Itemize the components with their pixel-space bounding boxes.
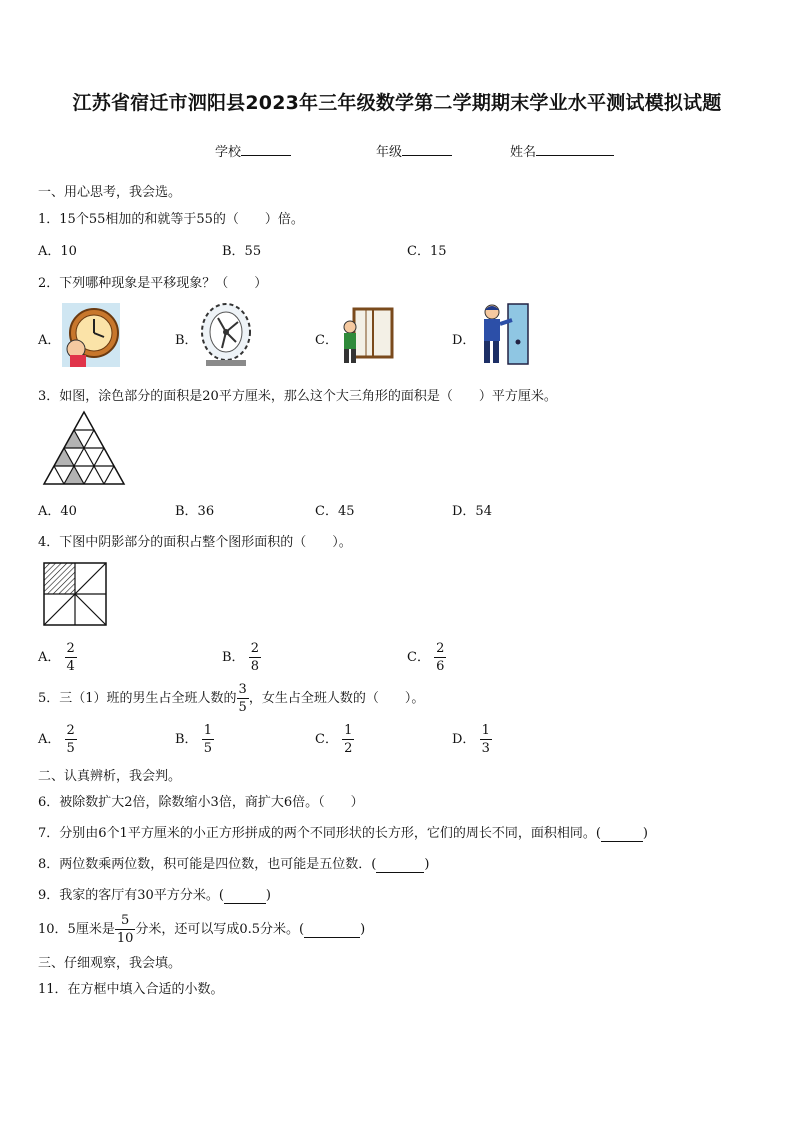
q5-fraction: [237, 683, 249, 714]
section-3-heading: 三、仔细观察，我会填。: [38, 956, 182, 971]
q3-option-b[interactable]: B．36: [175, 504, 215, 519]
q9-answer-blank[interactable]: [224, 888, 266, 904]
q1-option-c[interactable]: C．15: [407, 244, 447, 259]
question-9: [38, 884, 271, 904]
denominator: 5: [66, 741, 75, 756]
q5-option-a[interactable]: [38, 724, 77, 755]
question-10: [38, 914, 365, 945]
name-label: 姓名: [510, 145, 537, 160]
denominator: 5: [238, 700, 247, 715]
section-1-heading: 一、用心思考，我会选。: [38, 185, 182, 200]
q1-option-a[interactable]: A．10: [38, 244, 77, 259]
q3-option-d[interactable]: D．54: [452, 504, 492, 519]
q3-option-c[interactable]: C．45: [315, 504, 355, 519]
q3-option-a[interactable]: A．40: [38, 504, 77, 519]
q4-option-c[interactable]: [407, 642, 446, 673]
denominator: 6: [436, 659, 445, 674]
question-7: [38, 822, 648, 842]
q9-text: 9．我家的客厅有30平方分米。(: [38, 888, 224, 903]
question-8: [38, 853, 429, 873]
q5-option-d[interactable]: [452, 724, 492, 755]
q4-c-fraction: [434, 642, 446, 673]
q2-option-c[interactable]: C．: [315, 333, 338, 348]
numerator: 1: [344, 723, 353, 738]
numerator: 2: [250, 641, 259, 656]
q10-text-pre: 10．5厘米是: [38, 922, 115, 937]
q8-answer-blank[interactable]: [376, 857, 424, 873]
q7-answer-blank[interactable]: [601, 826, 643, 842]
q10-answer-blank[interactable]: [304, 922, 360, 938]
q5-option-b-label: B．: [175, 732, 198, 747]
q2-option-b[interactable]: B．: [175, 333, 198, 348]
section-2-heading: 二、认真辨析，我会判。: [38, 769, 182, 784]
q5-c-fraction: [342, 724, 354, 755]
square-figure: [44, 563, 106, 625]
q10-fraction: [115, 914, 136, 945]
question-11: 11．在方框中填入合适的小数。: [38, 982, 224, 997]
numerator: 2: [66, 723, 75, 738]
question-3: 3．如图，涂色部分的面积是20平方厘米，那么这个大三角形的面积是（ ）平方厘米。: [38, 389, 557, 404]
question-2: 2．下列哪种现象是平移现象？（ ）: [38, 276, 268, 291]
q5-option-c[interactable]: [315, 724, 354, 755]
denominator: 3: [481, 741, 490, 756]
q5-text-pre: 5．三（1）班的男生占全班人数的: [38, 691, 237, 706]
denominator: 8: [250, 659, 259, 674]
grade-label: 年级: [376, 145, 403, 160]
denominator: 4: [66, 659, 75, 674]
q5-option-c-label: C．: [315, 732, 338, 747]
name-field: [510, 141, 614, 160]
grade-blank[interactable]: [402, 143, 452, 156]
window-icon: [338, 305, 394, 365]
q7-text: 7．分别由6个1平方厘米的小正方形拼成的两个不同形状的长方形，它们的周长不同，面积相同。(: [38, 826, 601, 841]
school-field: [215, 141, 291, 160]
q10-paren-close: ): [360, 922, 366, 937]
q5-b-fraction: [202, 724, 214, 755]
q9-paren-close: ): [265, 888, 271, 903]
question-5: [38, 683, 424, 714]
numerator: 1: [481, 723, 490, 738]
denominator: 10: [116, 931, 134, 946]
q4-option-a[interactable]: [38, 642, 77, 673]
numerator: 5: [120, 913, 130, 928]
school-label: 学校: [215, 145, 242, 160]
q5-text-post: ，女生占全班人数的（ ）。: [248, 691, 425, 706]
q4-a-fraction: [65, 642, 77, 673]
q10-text-post: 分米，还可以写成0.5分米。(: [135, 922, 305, 937]
q5-d-fraction: [480, 724, 492, 755]
question-6: 6．被除数扩大2倍，除数缩小3倍，商扩大6倍。（ ）: [38, 795, 364, 810]
denominator: 5: [203, 741, 212, 756]
clock-icon: [62, 303, 120, 367]
q7-paren-close: ): [642, 826, 648, 841]
q5-a-fraction: [65, 724, 77, 755]
question-1: 1．15个55相加的和就等于55的（ ）倍。: [38, 212, 304, 227]
q8-text: 8．两位数乘两位数，积可能是四位数，也可能是五位数．(: [38, 857, 377, 872]
fan-icon: [198, 298, 254, 370]
triangle-figure: [44, 412, 124, 484]
numerator: 2: [436, 641, 445, 656]
school-blank[interactable]: [241, 143, 291, 156]
q4-option-c-label: C．: [407, 650, 430, 665]
page-title: 江苏省宿迁市泗阳县2023年三年级数学第二学期期末学业水平测试模拟试题: [72, 92, 722, 114]
numerator: 3: [238, 682, 247, 697]
question-4: 4．下图中阴影部分的面积占整个图形面积的（ ）。: [38, 535, 352, 550]
numerator: 1: [203, 723, 212, 738]
name-blank[interactable]: [536, 143, 614, 156]
q4-b-fraction: [249, 642, 261, 673]
q2-option-a[interactable]: A．: [38, 333, 61, 348]
q5-option-b[interactable]: [175, 724, 214, 755]
q4-option-b[interactable]: [222, 642, 261, 673]
q5-option-a-label: A．: [38, 732, 61, 747]
grade-field: [376, 141, 452, 160]
numerator: 2: [66, 641, 75, 656]
q4-option-a-label: A．: [38, 650, 61, 665]
denominator: 2: [344, 741, 353, 756]
q1-option-b[interactable]: B．55: [222, 244, 262, 259]
q8-paren-close: ): [424, 857, 430, 872]
door-icon: [478, 302, 530, 368]
q2-option-d[interactable]: D．: [452, 333, 476, 348]
q4-option-b-label: B．: [222, 650, 245, 665]
q5-option-d-label: D．: [452, 732, 476, 747]
